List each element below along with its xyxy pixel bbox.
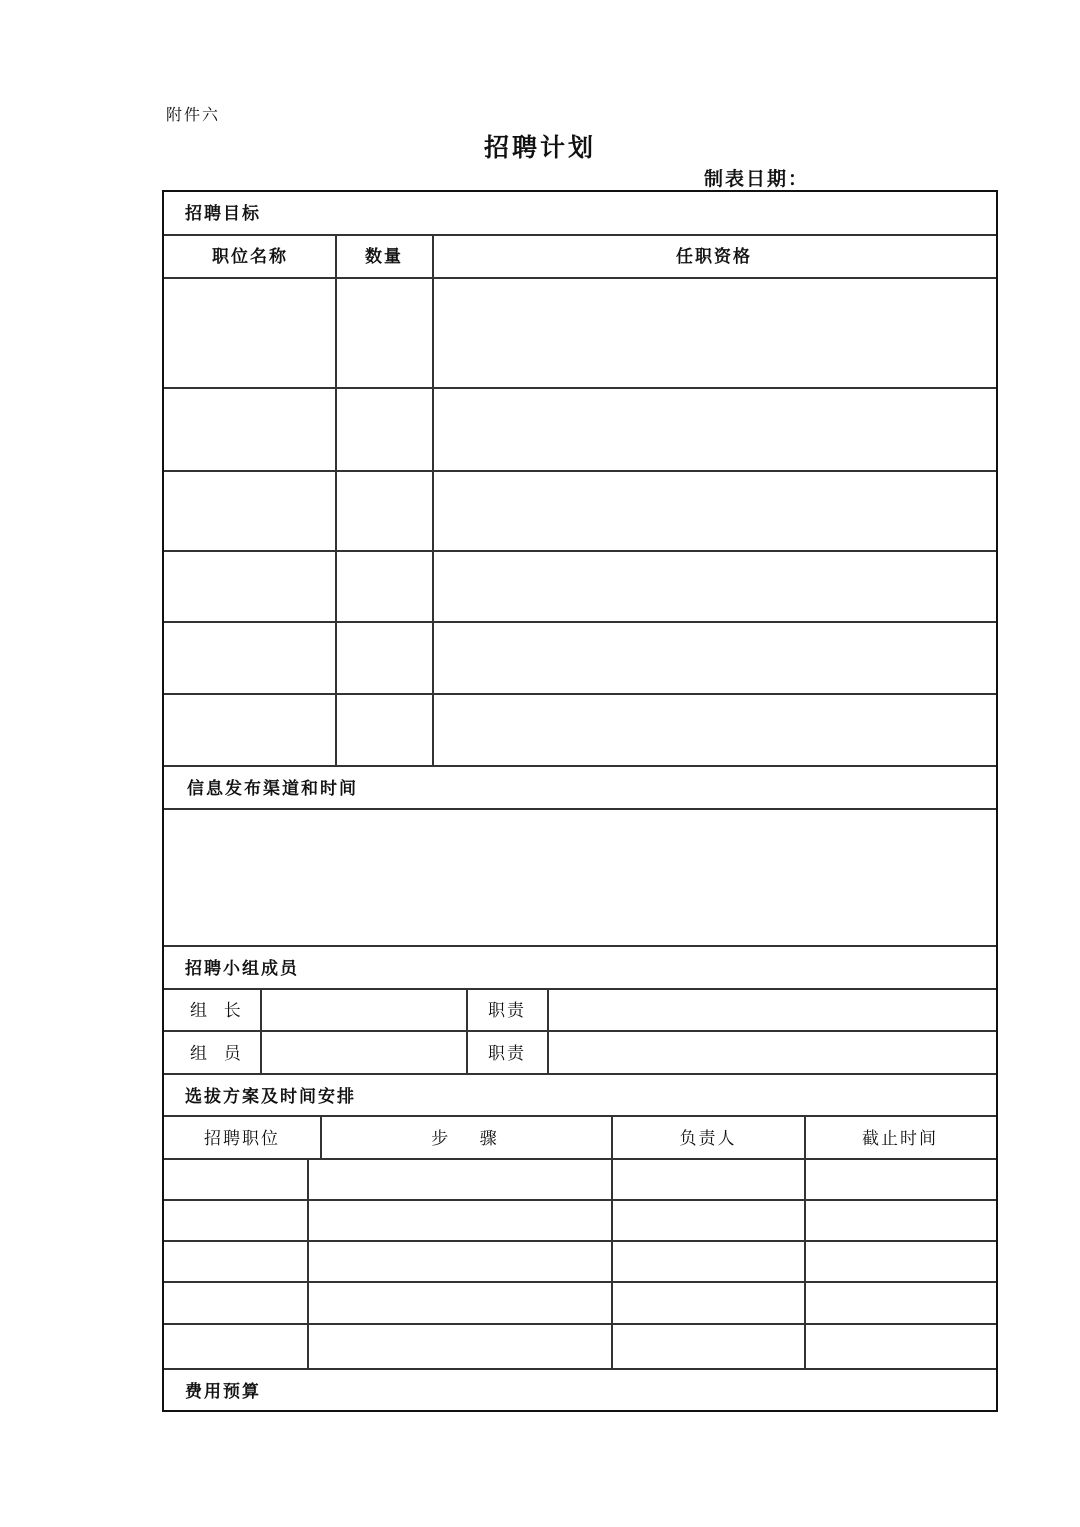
row-divider bbox=[164, 765, 996, 767]
date-label: 制表日期： bbox=[704, 168, 810, 190]
target-row-1-quantity-cell[interactable] bbox=[337, 278, 431, 386]
target-row-3-quantity-cell[interactable] bbox=[337, 471, 431, 549]
target-row-2-position-cell[interactable] bbox=[164, 388, 334, 469]
recruitment-plan-form bbox=[162, 190, 998, 1412]
row-divider bbox=[164, 234, 996, 236]
target-row-1-qualification-cell[interactable] bbox=[434, 278, 996, 386]
target-row-6-quantity-cell[interactable] bbox=[337, 694, 431, 764]
selection-row-5-owner-cell[interactable] bbox=[613, 1324, 803, 1367]
selection-row-5-position-cell[interactable] bbox=[164, 1324, 306, 1367]
column-divider bbox=[320, 1115, 322, 1158]
target-row-5-position-cell[interactable] bbox=[164, 622, 334, 692]
row-divider bbox=[164, 1073, 996, 1075]
selection-row-2-owner-cell[interactable] bbox=[613, 1200, 803, 1239]
selection-row-2-deadline-cell[interactable] bbox=[806, 1200, 996, 1239]
selection-row-3-position-cell[interactable] bbox=[164, 1241, 306, 1280]
target-row-4-quantity-cell[interactable] bbox=[337, 551, 431, 620]
page-title: 招聘计划 bbox=[483, 133, 596, 162]
section-selection-title: 选拔方案及时间安排 bbox=[185, 1087, 356, 1107]
selection-row-3-steps-cell[interactable] bbox=[309, 1241, 610, 1280]
row-divider bbox=[164, 1115, 996, 1117]
selection-row-5-steps-cell[interactable] bbox=[309, 1324, 610, 1367]
section-channels-title: 信息发布渠道和时间 bbox=[187, 779, 358, 799]
annex-label: 附件六 bbox=[166, 105, 221, 124]
target-row-3-position-cell[interactable] bbox=[164, 471, 334, 549]
selection-row-1-deadline-cell[interactable] bbox=[806, 1159, 996, 1198]
column-divider bbox=[466, 988, 468, 1073]
header-deadline: 截止时间 bbox=[862, 1129, 938, 1149]
header-steps: 步 骤 bbox=[431, 1129, 499, 1149]
channels-content-cell[interactable] bbox=[164, 810, 996, 944]
section-budget-title: 费用预算 bbox=[185, 1382, 261, 1402]
target-row-4-position-cell[interactable] bbox=[164, 551, 334, 620]
team-leader-label: 组 长 bbox=[190, 1001, 243, 1021]
header-qualifications: 任职资格 bbox=[676, 247, 752, 267]
header-position-name: 职位名称 bbox=[212, 247, 288, 267]
section-team-title: 招聘小组成员 bbox=[185, 959, 299, 979]
selection-row-4-owner-cell[interactable] bbox=[613, 1282, 803, 1322]
selection-row-1-steps-cell[interactable] bbox=[309, 1159, 610, 1198]
selection-row-2-steps-cell[interactable] bbox=[309, 1200, 610, 1239]
target-row-4-qualification-cell[interactable] bbox=[434, 551, 996, 620]
team-member-name-cell[interactable] bbox=[262, 1032, 465, 1072]
team-member-label: 组 员 bbox=[190, 1044, 243, 1064]
header-person-in-charge: 负责人 bbox=[679, 1129, 737, 1149]
target-row-2-quantity-cell[interactable] bbox=[337, 388, 431, 469]
section-targets-title: 招聘目标 bbox=[185, 204, 261, 224]
target-row-3-qualification-cell[interactable] bbox=[434, 471, 996, 549]
target-row-6-qualification-cell[interactable] bbox=[434, 694, 996, 764]
selection-row-1-position-cell[interactable] bbox=[164, 1159, 306, 1198]
selection-row-3-owner-cell[interactable] bbox=[613, 1241, 803, 1280]
team-member-duty-cell[interactable] bbox=[549, 1032, 996, 1072]
selection-row-5-deadline-cell[interactable] bbox=[806, 1324, 996, 1367]
target-row-5-quantity-cell[interactable] bbox=[337, 622, 431, 692]
selection-row-4-steps-cell[interactable] bbox=[309, 1282, 610, 1322]
selection-row-4-deadline-cell[interactable] bbox=[806, 1282, 996, 1322]
row-divider bbox=[164, 1368, 996, 1370]
selection-row-4-position-cell[interactable] bbox=[164, 1282, 306, 1322]
target-row-1-position-cell[interactable] bbox=[164, 278, 334, 386]
target-row-5-qualification-cell[interactable] bbox=[434, 622, 996, 692]
team-leader-name-cell[interactable] bbox=[262, 989, 465, 1029]
selection-row-1-owner-cell[interactable] bbox=[613, 1159, 803, 1198]
selection-row-3-deadline-cell[interactable] bbox=[806, 1241, 996, 1280]
selection-row-2-position-cell[interactable] bbox=[164, 1200, 306, 1239]
team-leader-duty-label: 职责 bbox=[488, 1001, 526, 1021]
team-member-duty-label: 职责 bbox=[488, 1044, 526, 1064]
header-recruit-position: 招聘职位 bbox=[204, 1129, 280, 1149]
header-quantity: 数量 bbox=[365, 247, 403, 267]
team-leader-duty-cell[interactable] bbox=[549, 989, 996, 1029]
target-row-6-position-cell[interactable] bbox=[164, 694, 334, 764]
target-row-2-qualification-cell[interactable] bbox=[434, 388, 996, 469]
row-divider bbox=[164, 945, 996, 947]
